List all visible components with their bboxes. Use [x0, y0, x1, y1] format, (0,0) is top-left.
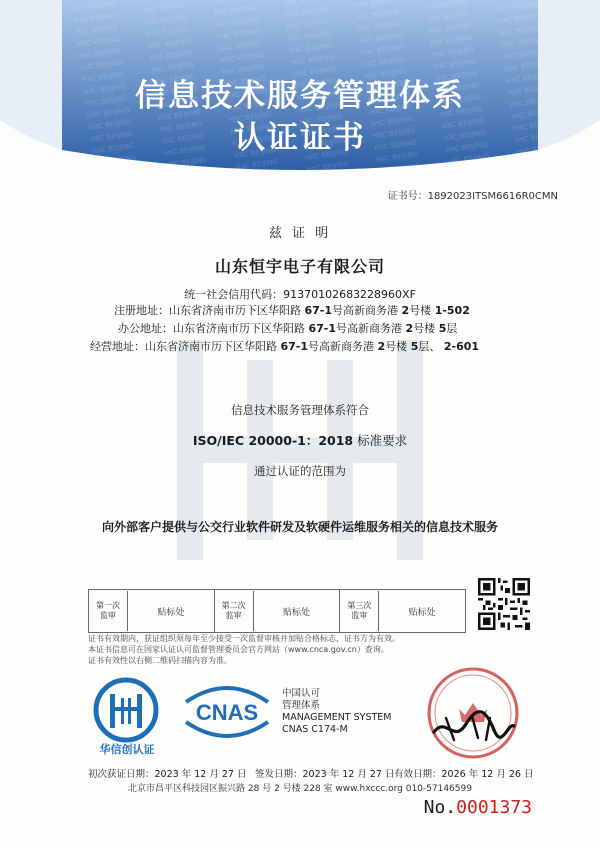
initial-certification-date: 初次获证日期：2023 年 12 月 27 日	[88, 769, 247, 780]
qr-code-icon[interactable]	[478, 578, 530, 630]
audit-cell-2: 第二次 监审 贴标处	[215, 590, 341, 632]
issuer-address-contact: 北京市昌平区科技园区振兴路 28 号 2 号楼 228 室 www.hxccc.org 010-57146599	[128, 784, 472, 794]
cnas-logo-icon	[178, 684, 276, 740]
registered-address: 注册地址：山东省济南市历下区华阳路 67-1号高新商务港 2号楼 1-502	[114, 304, 470, 317]
scope-intro: 通过认证的范围为	[254, 464, 346, 478]
office-address: 办公地址：山东省济南市历下区华阳路 67-1号高新商务港 2号楼 5层	[118, 322, 458, 335]
certificate-title-line1: 信息技术服务管理体系	[135, 78, 465, 114]
sticker-area: 贴标处	[408, 607, 436, 618]
certificate-title-line2: 认证证书	[234, 120, 366, 156]
certification-scope: 向外部客户提供与公交行业软件研发及软硬件运维服务相关的信息技术服务	[101, 520, 498, 534]
standard-requirement: ISO/IEC 20000-1：2018 标准要求	[192, 433, 408, 448]
company-name: 山东恒宇电子有限公司	[214, 257, 385, 276]
certificate-number: 证书号：1892023ITSM6616R0CMN	[387, 191, 558, 202]
issue-date: 签发日期：2023 年 12 月 27 日	[255, 769, 395, 780]
conformity-text: 信息技术服务管理体系符合	[231, 403, 369, 417]
certificate-notes: 证书有效期内，获证组织须每年至少接受一次监督审核并加贴合格标志，证书方为有效。 本证书信息可在国家认证认可监督管理委员会官方网站（www.cnca.gov.cn）查询。 证书有效性以右侧二维码扫描内容为准。	[88, 634, 400, 665]
serial-number: No.0001373	[423, 797, 532, 818]
certify-heading: 兹 证 明	[268, 226, 332, 241]
sticker-area: 贴标处	[283, 607, 311, 618]
svg-text:CNAS: CNAS	[195, 700, 259, 725]
business-address: 经营地址：山东省济南市历下区华阳路 67-1号高新商务港 2号楼 5层、 2-601	[90, 340, 480, 353]
surveillance-audit-table	[88, 589, 466, 633]
official-seal-icon	[424, 664, 522, 762]
sticker-area: 贴标处	[157, 607, 185, 618]
cnas-accreditation-text: 中国认可 管理体系 MANAGEMENT SYSTEM CNAS C174-M	[282, 688, 392, 735]
valid-until-date: 有效日期：2026 年 12 月 26 日	[394, 769, 534, 780]
credit-code: 统一社会信用代码：91370102683228960XF	[184, 288, 416, 301]
audit-cell-3: 第三次 监审 贴标处	[340, 590, 465, 632]
hxc-logo-caption: 华信创认证	[99, 743, 155, 756]
audit-cell-1: 第一次 监审 贴标处	[89, 590, 215, 632]
